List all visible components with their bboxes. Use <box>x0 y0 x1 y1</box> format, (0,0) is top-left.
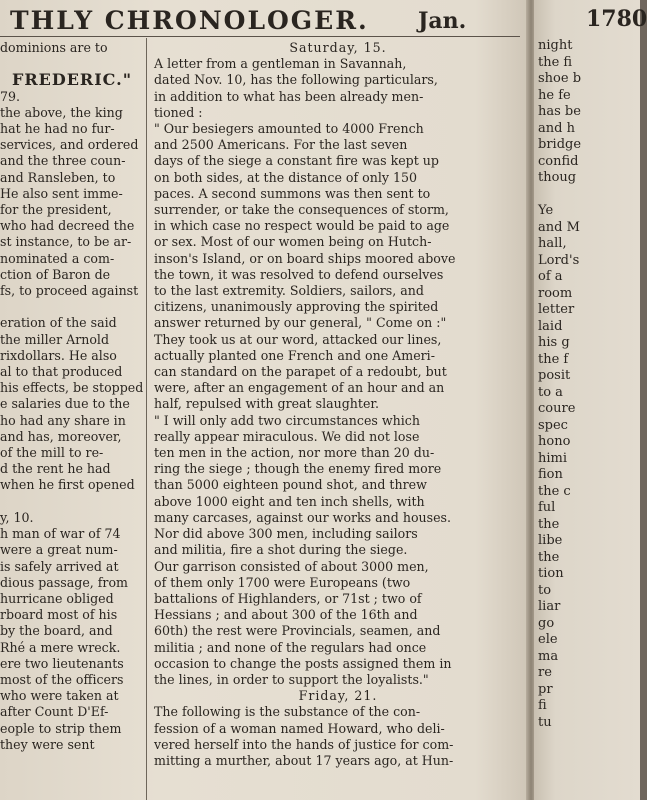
right-page-line: thoug <box>538 170 577 185</box>
letter-body-line: actually planted one French and one Ameri- <box>154 347 435 363</box>
right-page-line: posit <box>538 368 571 383</box>
right-page-line: tu <box>538 714 552 730</box>
left-text-line: his effects, be stopped <box>0 380 144 396</box>
left-text-line: y, 10. <box>0 509 34 525</box>
right-page-line: the f <box>538 351 569 367</box>
letter-body-line: the lines, in order to support the loyalists." <box>154 671 429 687</box>
left-text-line: eration of the said <box>0 315 117 331</box>
right-page-line: and h <box>538 120 575 136</box>
right-page-line: himi <box>538 450 568 466</box>
right-page-line: re <box>538 665 552 680</box>
letter-intro-line: dated Nov. 10, has the following particulars, <box>154 72 438 88</box>
right-page-line: fi <box>538 698 547 713</box>
left-text-line: rboard most of his <box>0 607 118 623</box>
left-text-line: h man of war of 74 <box>0 526 121 542</box>
letter-intro-line: tioned : <box>154 104 203 120</box>
right-page-line: letter <box>538 302 575 317</box>
left-text-line: for the president, <box>0 202 112 218</box>
letter-body-line: were, after an engagement of an hour and an <box>154 380 445 396</box>
letter-body-line: occasion to change the posts assigned them in <box>154 655 452 671</box>
right-page-line: tion <box>538 566 564 581</box>
year-label: 1780 <box>586 6 647 32</box>
letter-body-line: many carcases, against our works and houses. <box>154 509 452 525</box>
letter-body-line: ring the siege ; though the enemy fired more <box>154 461 442 477</box>
letter-body-line: They took us at our word, attacked our lines, <box>154 331 442 347</box>
letter-body-line: Nor did above 300 men, including sailors <box>154 526 418 542</box>
left-text-line: of the mill to re- <box>0 445 104 461</box>
month-label: Jan. <box>418 8 467 34</box>
left-text-line: d the rent he had <box>0 461 111 477</box>
letter-body-line: or sex. Most of our women being on Hutch- <box>154 234 432 250</box>
letter-intro-line: in addition to what has been already men- <box>154 88 424 104</box>
left-text-line: were a great num- <box>0 542 118 558</box>
left-text-line: hat he had no fur- <box>0 121 115 137</box>
letter-body-line: the town, it was resolved to defend ourselves <box>154 266 444 282</box>
right-page-line: spec <box>538 417 568 433</box>
column-divider <box>146 38 147 800</box>
letter-body-line: to the last extremity. Soldiers, sailors, and <box>154 283 424 299</box>
saturday-heading: Saturday, 15. <box>289 40 387 55</box>
letter-body-line: in which case no respect would be paid to age <box>154 218 450 234</box>
letter-body-line: " I will only add two circumstances which <box>154 412 420 428</box>
letter-body-line: ten men in the action, nor more than 20 du- <box>154 445 435 461</box>
right-page-line: to <box>538 582 552 598</box>
right-page-line: the <box>538 516 560 532</box>
friday-heading: Friday, 21. <box>298 688 378 704</box>
left-text-line: they were sent <box>0 736 95 752</box>
running-header <box>0 4 528 34</box>
left-text-line: al to that produced <box>0 364 123 380</box>
left-text-line: dominions are to <box>0 40 108 55</box>
confession-line: vered herself into the hands of justice for com- <box>154 736 454 752</box>
left-text-line: after Count D'Ef- <box>0 704 109 720</box>
left-text-line <box>0 299 144 315</box>
letter-body-line: " Our besiegers amounted to 4000 French <box>154 121 424 137</box>
letter-body-line: half, repulsed with great slaughter. <box>154 396 380 412</box>
left-text-line: who had decreed the <box>0 218 135 234</box>
letter-body-line: and 2500 Americans. For the last seven <box>154 137 408 153</box>
journal-title: THLY CHRONOLOGER. <box>10 6 369 35</box>
letter-intro-line: A letter from a gentleman in Savannah, <box>154 56 407 72</box>
letter-body-line: than 5000 eighteen pound shot, and threw <box>154 477 427 493</box>
left-text-line: and has, moreover, <box>0 428 122 444</box>
right-page-line: the <box>538 549 560 565</box>
confession-line: The following is the substance of the con- <box>154 704 421 720</box>
left-text-line: most of the officers <box>0 671 124 687</box>
header-rule <box>0 36 520 37</box>
left-text-line: e salaries due to the <box>0 396 130 412</box>
left-text-line: who were taken at <box>0 688 119 704</box>
letter-body-line: Hessians ; and about 300 of the 16th and <box>154 607 418 623</box>
left-text-line: nominated a com- <box>0 250 115 266</box>
right-page-line: hono <box>538 434 571 449</box>
right-page-line: liar <box>538 599 561 614</box>
left-text-line: He also sent imme- <box>0 185 123 201</box>
letter-body-line: answer returned by our general, " Come on :" <box>154 315 447 331</box>
left-text-line: FREDERIC." <box>11 70 133 90</box>
letter-body-line: days of the siege a constant fire was kept up <box>154 153 439 169</box>
right-page-line: confid <box>538 153 579 169</box>
letter-body-line: Our garrison consisted of about 3000 men, <box>154 558 429 574</box>
left-text-line: is safely arrived at <box>0 558 119 574</box>
right-page-line: pr <box>538 681 553 697</box>
left-text-line: hurricane obliged <box>0 590 114 606</box>
right-page-line: to a <box>538 384 563 400</box>
right-page-line: go <box>538 615 555 631</box>
left-text-line: st instance, to be ar- <box>0 234 132 250</box>
left-text-line: Rhé a mere wreck. <box>0 639 121 655</box>
left-text-line: and the three coun- <box>0 153 126 169</box>
left-text-line: the above, the king <box>0 104 123 120</box>
right-page-line: his g <box>538 335 570 350</box>
right-page-line: libe <box>538 533 563 548</box>
right-page-line: hall, <box>538 236 567 251</box>
left-column <box>0 40 144 753</box>
right-page-line: Ye <box>538 203 554 218</box>
right-page-line: coure <box>538 401 576 416</box>
letter-body-line: really appear miraculous. We did not lose <box>154 428 420 444</box>
letter-body-line: paces. A second summons was then sent to <box>154 185 431 201</box>
confession-line: mitting a murther, about 17 years ago, at Hun- <box>154 752 454 768</box>
right-page <box>534 0 647 800</box>
letter-body-line: surrender, or take the consequences of storm, <box>154 202 449 218</box>
left-text-line: fs, to proceed against <box>0 283 139 299</box>
letter-body-line: citizens, unanimously approving the spirited <box>154 299 439 315</box>
right-page-line: ful <box>538 500 556 515</box>
left-text-line: services, and ordered <box>0 137 139 153</box>
right-page-line <box>538 187 638 204</box>
left-text-line: 79. <box>0 88 21 104</box>
right-page-line: ma <box>538 648 559 664</box>
right-page-line: the c <box>538 483 571 499</box>
right-page-line: shoe b <box>538 71 582 86</box>
right-page-line: of a <box>538 269 563 284</box>
right-page-line: Lord's <box>538 252 580 268</box>
right-page-line: he fe <box>538 87 571 103</box>
right-page-line: fion <box>538 467 563 482</box>
right-page-line: bridge <box>538 137 582 152</box>
left-text-line: rixdollars. He also <box>0 347 117 363</box>
letter-body-line: inson's Island, or on board ships moored above <box>154 250 456 266</box>
left-text-line: dious passage, from <box>0 574 128 590</box>
left-text-line: by the board, and <box>0 623 113 639</box>
right-page-line: room <box>538 285 573 301</box>
right-page-line: laid <box>538 318 563 334</box>
right-page-column <box>538 38 638 731</box>
right-page-line: and M <box>538 219 580 235</box>
left-text-line: ho had any share in <box>0 412 126 428</box>
letter-body-line: and militia, fire a shot during the siege. <box>154 542 408 558</box>
letter-body-line: militia ; and none of the regulars had once <box>154 639 427 655</box>
left-text-line: the miller Arnold <box>0 331 110 347</box>
right-page-line: night <box>538 38 573 53</box>
right-page-line: the fi <box>538 54 573 70</box>
letter-body-line: battalions of Highlanders, or 71st ; two of <box>154 590 422 606</box>
letter-body-line: of them only 1700 were Europeans (two <box>154 574 411 590</box>
letter-body-line: can standard on the parapet of a redoubt, but <box>154 364 447 380</box>
letter-body-line: on both sides, at the distance of only 150 <box>154 169 418 185</box>
letter-body-line: 60th) the rest were Provincials, seamen, and <box>154 623 441 639</box>
letter-body-line: above 1000 eight and ten inch shells, with <box>154 493 425 509</box>
left-text-line: eople to strip them <box>0 720 122 736</box>
left-text-line: ction of Baron de <box>0 266 111 282</box>
right-page-line: has be <box>538 104 581 119</box>
confession-line: fession of a woman named Howard, who deli- <box>154 720 445 736</box>
main-column <box>154 40 522 769</box>
right-page-line: ele <box>538 632 558 647</box>
left-text-line <box>0 494 144 510</box>
left-text-line: ere two lieutenants <box>0 655 124 671</box>
left-text-line: when he first opened <box>0 477 135 493</box>
left-text-line: and Ransleben, to <box>0 169 116 185</box>
